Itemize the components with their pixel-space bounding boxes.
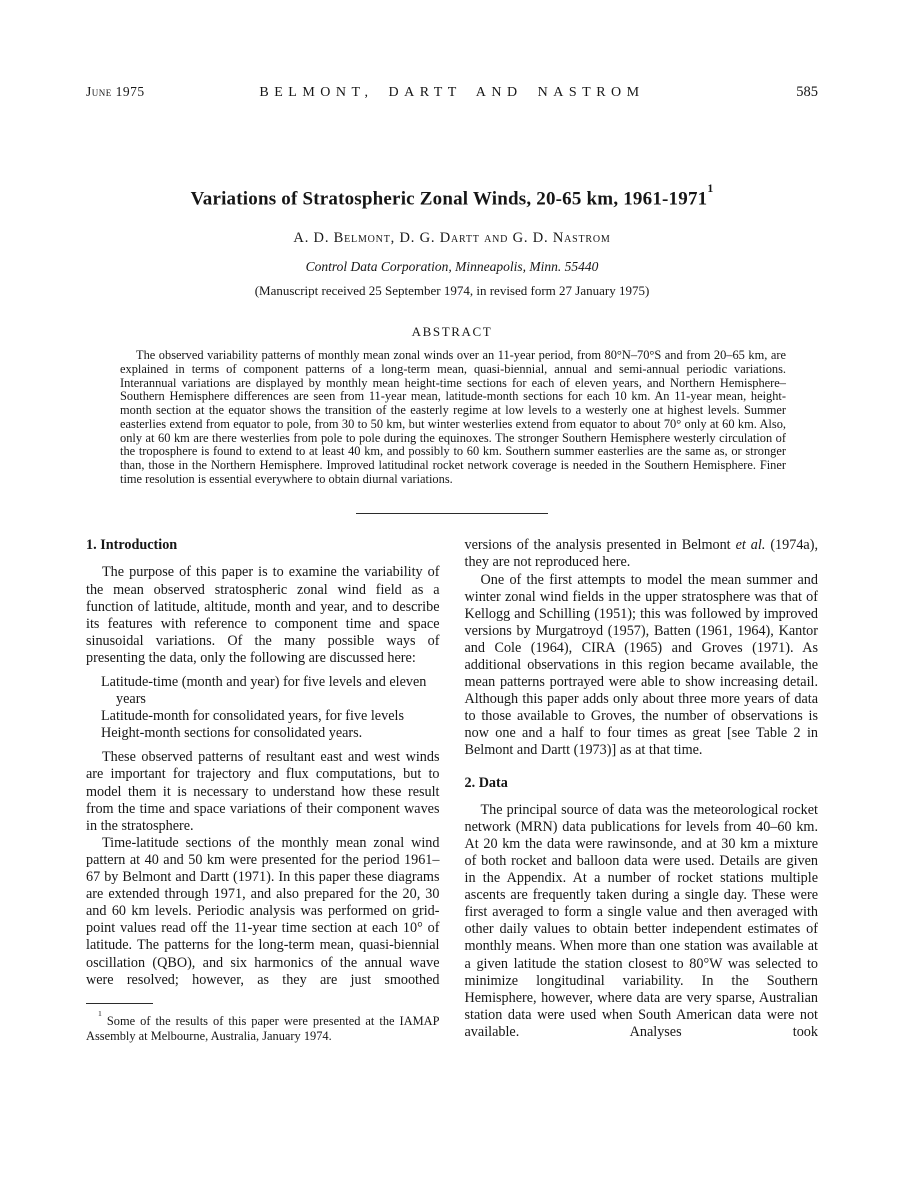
- related-work-paragraph: One of the first attempts to model the mean summer and winter zonal wind fields in the upper stratosphere was that of Kellogg and Schilling (1951); this was followed by improved versions by Murgatroyd (1957), Batten (1961, 1964), Kantor and Cole (1964), CIRA (1965) and Groves (1971). As additional observations in this region became available, the mean patterns portrayed were able to show increasing detail. Although this paper adds only about three more years of data to those available to Groves, the number of observations is now one and a half to four times as great [see Table 2 in Belmont and Dartt (1973)] as at that time.: [464, 571, 818, 759]
- data-paragraph-1: The principal source of data was the meteorological rocket network (MRN) data publications for levels from 40–60 km. At 20 km the data were rawinsonde, and at 30 km a mixture of both rocket and balloon data were used. Details are given in the Appendix. At a number of rocket stations multiple ascents are frequently taken during a single day. These were first averaged to form a single value and then averaged with other daily values to obtain better independent estimates of monthly means. When more than one station was available at a given latitude the station closest to 80°W was selected to minimize longitudinal variability. In the Southern Hemisphere, however, where data are very sparse, Australian station data were used when South American data were not available. Analyses took: [464, 801, 818, 1040]
- article-title-text: Variations of Stratospheric Zonal Winds, 20-65 km, 1961-1971: [190, 188, 708, 210]
- intro-paragraph-1: The purpose of this paper is to examine the variability of the mean observed stratospheric zonal wind field as a function of latitude, altitude, month and year, and to describe its features with reference to component time and space sinusoidal variations. Of the many possible ways of presenting the data, only the following are discussed here:: [86, 564, 440, 666]
- article-title: [86, 181, 818, 210]
- intro-paragraph-2: These observed patterns of resultant east and west winds are important for trajectory and flux computations, but to model them it is necessary to understand how these result from the time and space variations of their component waves in the stratosphere.: [86, 749, 440, 834]
- footnote: [86, 1003, 440, 1045]
- page-number: 585: [796, 84, 818, 100]
- journal-date: June 1975: [86, 84, 145, 99]
- footnote-rule: [86, 1003, 153, 1004]
- list-item: Latitude-month for consolidated years, for five levels: [101, 708, 404, 725]
- paragraph-text: (1974a), they are not reproduced here.: [464, 537, 818, 571]
- paragraph-text: versions of the analysis presented in Belmont: [464, 537, 736, 554]
- manuscript-note: (Manuscript received 25 September 1974, in revised form 27 January 1975): [254, 283, 650, 299]
- display-list: [86, 674, 440, 742]
- abstract-text: The observed variability patterns of monthly mean zonal winds over an 11-year period, from 80°N–70°S and from 20–65 km, are explained in terms of component patterns of a long-term mean, quasi-biennial, annual and semi-annual periodic variations. Interannual variations are displayed by monthly mean height-time sections for each of eleven years, and Northern Hemisphere–Southern Hemisphere differences are seen from 11-year mean, latitude-month sections for each 10 km. An 11-year mean, height-month section at the equator shows the transition of the easterly regime at low levels to a westerly one at highest levels. Summer easterlies extend from equator to pole, from 30 to 50 km, but winter westerlies extend from equator to about 70° only at 60 km. Also, only at 60 km are there westerlies from pole to pole during the equinoxes. The stronger Southern Hemisphere westerly circulation of the troposphere is found to extend to at least 40 km, and possibly to 60 km. Southern summer easterlies are the same as, or stronger than, those in the Northern Hemisphere. Improved latitudinal rocket network coverage is needed in the Southern Hemisphere. Finer time resolution is essential everywhere to obtain diurnal variations.: [120, 348, 786, 486]
- footnote-body: Some of the results of this paper were presented at the IAMAP Assembly at Melbourne, Australia, January 1974.: [86, 1013, 440, 1044]
- body-columns: [86, 537, 818, 1044]
- abstract-heading: ABSTRACT: [411, 324, 493, 340]
- running-head: BELMONT, DARTT AND NASTROM: [259, 85, 645, 100]
- right-column: [465, 537, 819, 1044]
- section-divider: [356, 513, 548, 514]
- footnote-marker: 1: [98, 1009, 102, 1019]
- et-al-italic: et al.: [735, 537, 766, 554]
- intro-paragraph-3: Time-latitude sections of the monthly mean zonal wind pattern at 40 and 50 km were presented for the period 1961–67 by Belmont and Dartt (1971). In this paper these diagrams are extended through 1971, and also prepared for the 20, 30 and 60 km levels. Periodic analysis was performed on grid-point values read off the 11-year time section at each 10° of latitude. The patterns for the long-term mean, quasi-biennial oscillation (QBO), and six harmonics of the annual wave were resolved; however, as they are just smoothed: [86, 834, 440, 988]
- left-column: [86, 537, 440, 1044]
- intro-paragraph-continued: [465, 537, 819, 571]
- section-heading-data: 2. Data: [464, 774, 508, 791]
- list-item: Height-month sections for consolidated years.: [101, 725, 363, 742]
- authors-line: A. D. Belmont, D. G. Dartt and G. D. Nastrom: [293, 230, 611, 247]
- title-footnote-marker: 1: [707, 181, 714, 195]
- affiliation-line: Control Data Corporation, Minneapolis, Minn. 55440: [305, 259, 599, 275]
- section-heading-introduction: 1. Introduction: [86, 537, 178, 554]
- page-header: [86, 84, 818, 101]
- footnote-text: [86, 1010, 440, 1045]
- list-item: Latitude-time (month and year) for five levels and eleven years: [101, 674, 427, 708]
